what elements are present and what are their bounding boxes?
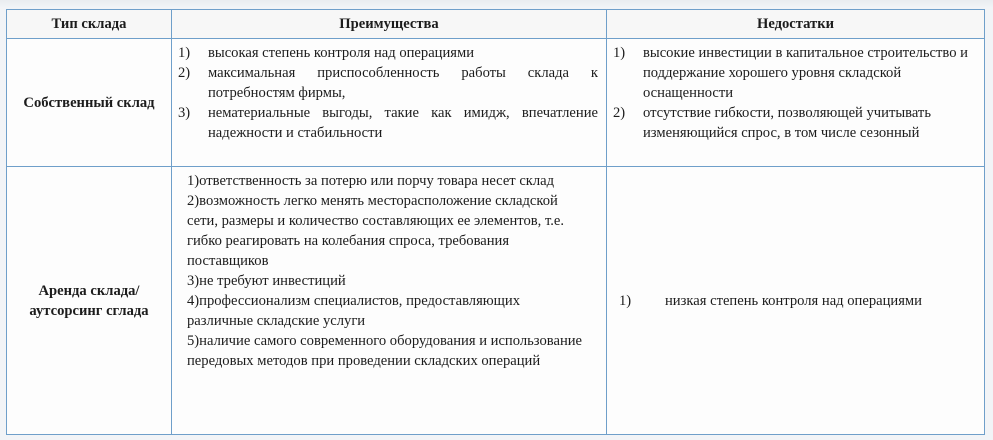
warehouse-type-own: Собственный склад <box>7 39 172 167</box>
header-disadvantages: Недостатки <box>607 10 985 39</box>
header-row <box>7 10 985 39</box>
list-item: 2) отсутствие гибкости, позволяющей учитывать изменяющийся спрос, в том числе сезонный <box>613 105 931 141</box>
warehouse-type-rent: Аренда склада/аутсорсинг сглада <box>7 167 172 435</box>
header-type: Тип склада <box>7 10 172 39</box>
top-strip <box>0 0 993 8</box>
disadvantages-cell <box>607 167 985 435</box>
list-item: 5)наличие самого современного оборудования и использование передовых методов при проведении складских операций <box>187 333 583 369</box>
list-item: 4)профессионализм специалистов, предоставляющих различные складские услуги <box>187 293 521 329</box>
table-row <box>7 39 985 167</box>
disadvantages-cell <box>607 39 985 167</box>
list-item: 2) максимальная приспособленность работы склада к потребностям фирмы, <box>178 65 598 101</box>
list-item: 3)не требуют инвестиций <box>187 273 346 289</box>
list-item: 1)ответственность за потерю или порчу товара несет склад <box>187 173 555 189</box>
warehouse-comparison-table <box>6 9 985 435</box>
table-row <box>7 167 985 435</box>
list-item: 1) высокие инвестиции в капитальное строительство и поддержание хорошего уровня складской оснащенности <box>613 45 968 101</box>
header-advantages: Преимущества <box>172 10 607 39</box>
list-item: 2)возможность легко менять месторасположение складской сети, размеры и количество составляющих ее элементов, т.е. гибко реагировать на колебания спроса, требования поставщиков <box>187 193 565 269</box>
advantages-cell <box>172 39 607 167</box>
list-item: 1) высокая степень контроля над операциями <box>178 45 475 61</box>
list-item: 3) нематериальные выгоды, такие как имидж, впечатление надежности и стабильности <box>178 105 598 141</box>
list-item: 1) низкая степень контроля над операциями <box>619 292 922 309</box>
advantages-cell <box>172 167 607 435</box>
